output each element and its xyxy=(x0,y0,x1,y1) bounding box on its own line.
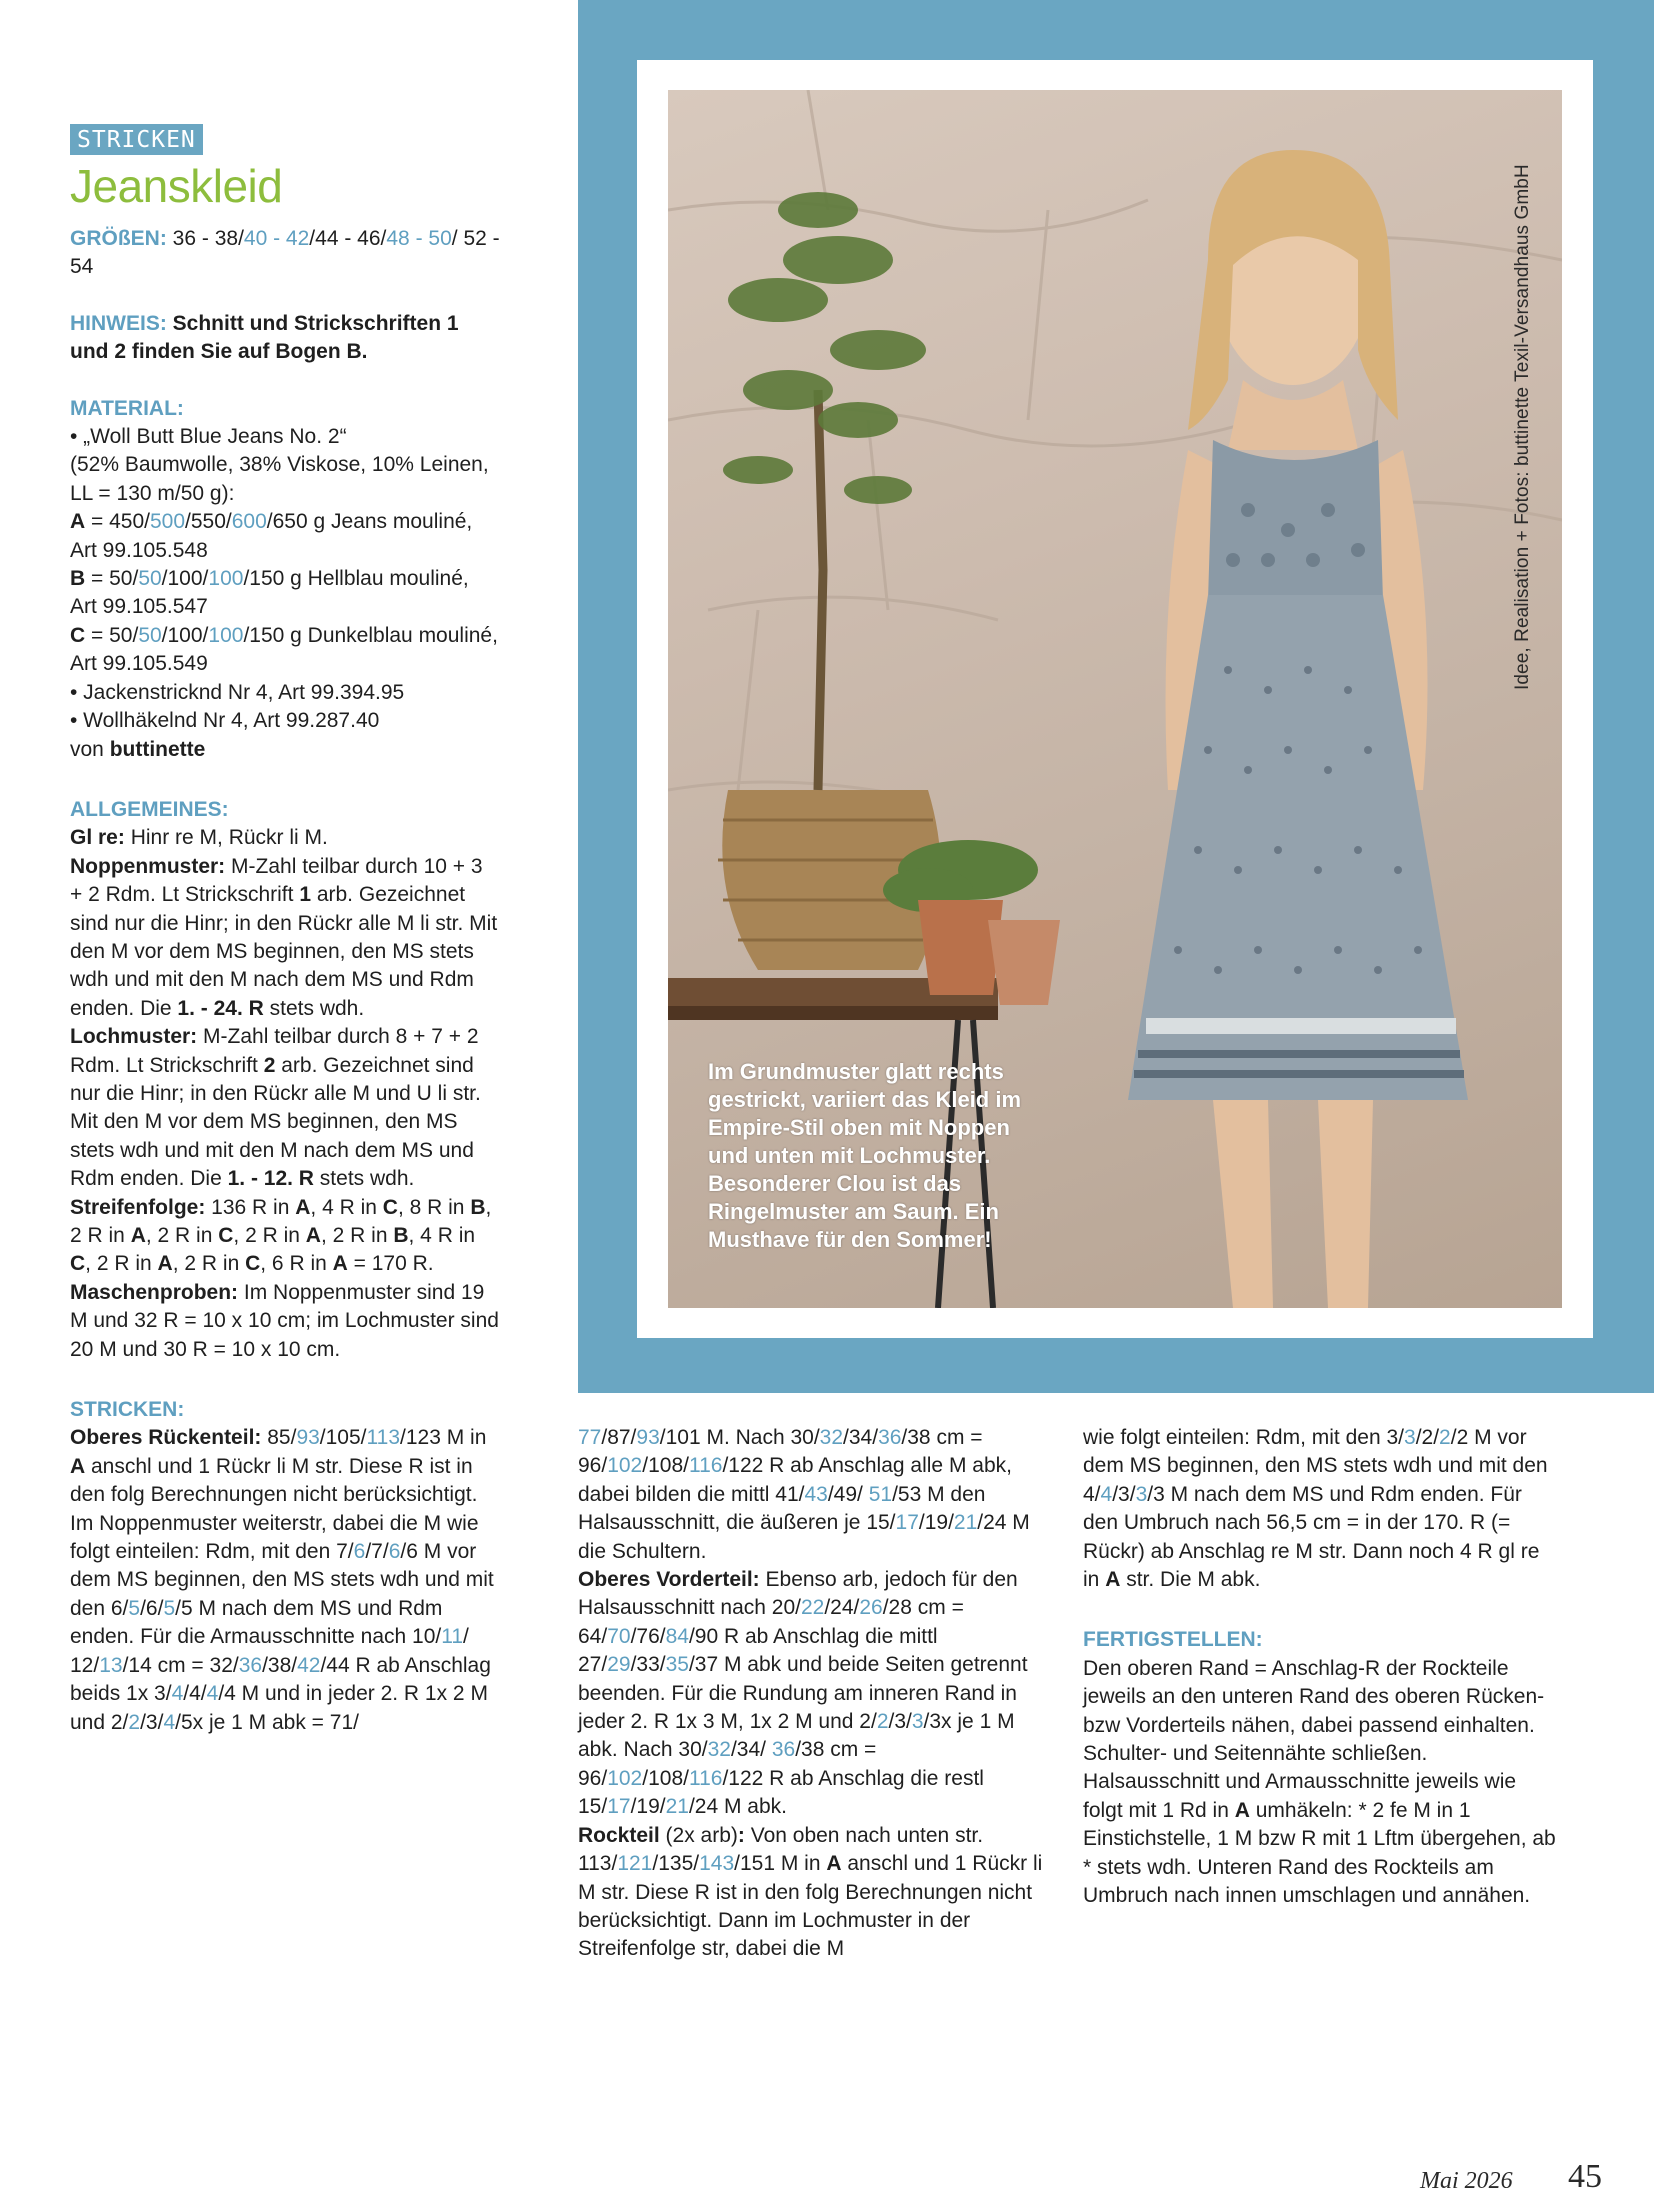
mid-v7: 43 xyxy=(804,1482,828,1506)
stripe-t12: = 170 R. xyxy=(347,1252,434,1276)
stripe-t11: , 6 R in xyxy=(260,1252,333,1276)
skirt-v1: 121 xyxy=(617,1852,653,1876)
noppen-chart-number: 1 xyxy=(299,883,311,907)
material-needles-2: • Wollhäkelnd Nr 4, Art 99.287.40 xyxy=(70,709,380,733)
stripe-c2: C xyxy=(218,1224,234,1247)
mid-skirt xyxy=(578,1822,1046,1964)
mid-t5: /108/ xyxy=(642,1454,689,1478)
front-t8: /3/ xyxy=(888,1710,912,1734)
loch-text2: arb. Gezeichnet sind nur die Hinr; in den Rückr alle M und U li str. Mit den M vor dem MS beginnen, den MS stets wdh und mit den M nach dem MS und Rdm enden. Die xyxy=(70,1053,481,1191)
front-v3: 70 xyxy=(607,1624,631,1648)
mid-t6: /122 R ab Anschlag alle M abk, dabei bilden die mittl 41/ xyxy=(578,1454,1012,1506)
front-t15: /24 M abk. xyxy=(688,1795,788,1819)
photo-credit-text: Idee, Realisation + Fotos: buttinette Texil-Versandhaus GmbH xyxy=(1512,164,1533,690)
back-t7: /6/ xyxy=(140,1596,164,1620)
finish-heading: FERTIGSTELLEN: xyxy=(1083,1628,1263,1652)
mid-t1: /87/ xyxy=(601,1426,637,1449)
stripe-t1: 136 R in xyxy=(205,1195,296,1219)
general-gl xyxy=(70,824,500,852)
mid-t2: /101 M. Nach 30/ xyxy=(659,1426,820,1449)
stripe-t9: , 2 R in xyxy=(85,1252,158,1276)
back-a: A xyxy=(70,1454,86,1478)
general-stripes xyxy=(70,1194,500,1279)
mid-t9: /19/ xyxy=(918,1511,954,1535)
skirt-t4: anschl und 1 Rückr li M str. Diese R ist in den folg Berechnungen nicht berücksichtigt. Dann im Lochmuster in der Streifenfolge str, dabei die M xyxy=(578,1852,1043,1961)
left-column xyxy=(70,124,500,1737)
color-c-v2: 50 xyxy=(138,623,162,647)
size-5: 52 - 54 xyxy=(70,227,500,279)
back-t8: /5 M nach dem MS und Rdm enden. Für die Armausschnitte nach 10/ xyxy=(70,1596,443,1649)
right-a: A xyxy=(1105,1568,1121,1592)
note-text: Schnitt und Strickschriften 1 und 2 finden Sie auf Bogen B. xyxy=(70,311,459,364)
stripe-t5: , 2 R in xyxy=(145,1224,219,1247)
mid-front xyxy=(578,1566,1046,1822)
front-t11: /38 cm = 96/ xyxy=(578,1738,877,1790)
color-c-text3: /150 g Dunkelblau mouliné, Art 99.105.549 xyxy=(70,623,498,676)
front-v13: 17 xyxy=(607,1795,631,1819)
right-t3: /2 M vor dem MS beginnen, den MS stets wdh und mit den 4/ xyxy=(1083,1426,1548,1506)
back-v12: 4 xyxy=(206,1682,219,1706)
back-t10: /14 cm = 32/ xyxy=(122,1653,239,1677)
front-v10: 36 xyxy=(771,1738,796,1762)
mid-t8: /53 M den Halsausschnitt, die äußeren je 15/ xyxy=(578,1482,986,1535)
knit-heading: STRICKEN: xyxy=(70,1398,185,1422)
stripe-a4: A xyxy=(157,1252,173,1276)
front-t7: /37 M abk und beide Seiten getrennt beenden. Für die Rundung am inneren Rand in jeder 2. R 1x 3 M, 1x 2 M und 2/ xyxy=(578,1653,1028,1734)
back-v5: 5 xyxy=(128,1596,141,1620)
loch-chart-number: 2 xyxy=(263,1053,276,1077)
gauge-text: Im Noppenmuster sind 19 M und 32 R = 10 x 10 cm; im Lochmuster sind 20 M und 30 R = 10 x 10 cm. xyxy=(70,1280,499,1361)
front-t13: /122 R ab Anschlag die restl 15/ xyxy=(578,1766,984,1819)
material-brand: buttinette xyxy=(109,737,206,761)
front-v7: 2 xyxy=(876,1710,889,1734)
back-t2: /105/ xyxy=(319,1426,367,1450)
skirt-t1: Von oben nach unten str. 113/ xyxy=(578,1823,984,1876)
noppen-text2: arb. Gezeichnet sind nur die Hinr; in den Rückr alle M li str. Mit den M vor dem MS beginnen, den MS stets wdh und mit den M nach dem MS und Rdm enden. Die xyxy=(70,883,498,1020)
general-lochmuster xyxy=(70,1023,500,1193)
mid-v1: 77 xyxy=(578,1426,602,1449)
color-c-v4: 100 xyxy=(208,623,244,647)
middle-column xyxy=(578,1424,1046,1964)
skirt-paren: (2x arb) xyxy=(659,1823,738,1847)
right-v2: 2 xyxy=(1439,1426,1451,1449)
front-v6: 35 xyxy=(665,1653,689,1677)
back-v2: 113 xyxy=(366,1426,400,1450)
loch-rows: 1. - 12. R xyxy=(227,1167,314,1191)
footer-issue-month: Mai 2026 xyxy=(1420,2168,1513,2194)
size-1: 36 - 38 xyxy=(172,227,239,250)
category-tag: STRICKEN xyxy=(70,124,203,155)
color-a-label: A xyxy=(70,510,86,534)
front-v1: 22 xyxy=(800,1596,825,1620)
back-t15: /3/ xyxy=(140,1710,164,1734)
skirt-t3: /151 M in xyxy=(734,1852,827,1876)
color-a-text1: = 450/ xyxy=(85,510,150,534)
back-v7: 11 xyxy=(441,1625,464,1649)
front-v14: 21 xyxy=(665,1795,689,1819)
note-paragraph xyxy=(70,310,500,367)
color-b-v2: 50 xyxy=(138,567,162,591)
back-v1: 93 xyxy=(296,1426,320,1450)
material-source xyxy=(70,736,500,764)
front-t12: /108/ xyxy=(642,1766,689,1790)
sizes-paragraph: GRÖßEN: 36 - 38/40 - 42/44 - 46/48 - 50/ 52 - 54 xyxy=(70,227,500,279)
gl-label: Gl re: xyxy=(70,826,125,850)
skirt-t2: /135/ xyxy=(652,1852,700,1876)
mid-v2: 93 xyxy=(636,1426,660,1449)
loch-label: Lochmuster: xyxy=(70,1025,198,1049)
noppen-label: Noppenmuster: xyxy=(70,854,226,878)
mid-back-continued xyxy=(578,1424,1046,1566)
stripe-t8: , 4 R in xyxy=(408,1224,476,1247)
front-t9: /3x je 1 M abk. Nach 30/ xyxy=(578,1710,1015,1762)
mid-v5: 102 xyxy=(607,1454,643,1478)
color-a-v4: 600 xyxy=(231,510,267,534)
color-c-text2: /100/ xyxy=(161,623,209,647)
material-composition: (52% Baumwolle, 38% Viskose, 10% Leinen, LL = 130 m/50 g): xyxy=(70,453,489,505)
front-t6: /33/ xyxy=(630,1653,666,1677)
material-color-a xyxy=(70,508,500,565)
color-b-text2: /100/ xyxy=(161,567,209,591)
stripe-a3: A xyxy=(305,1224,321,1247)
material-yarn: • „Woll Butt Blue Jeans No. 2“ xyxy=(70,425,347,449)
page-number: 45 xyxy=(1568,2158,1602,2195)
color-a-text3: /650 g Jeans mouliné, Art 99.105.548 xyxy=(70,510,473,562)
skirt-v2: 143 xyxy=(699,1852,735,1876)
mid-v4: 36 xyxy=(878,1426,902,1449)
stripe-t3: , 8 R in xyxy=(397,1195,471,1219)
color-a-v2: 500 xyxy=(149,510,186,534)
noppen-text3: stets wdh. xyxy=(263,996,365,1020)
noppen-rows: 1. - 24. R xyxy=(177,996,264,1020)
back-t4: anschl und 1 Rückr li M str. Diese R ist in den folg Berechnungen nicht berücksichtigt. Im Noppenmuster weiterstr, dabei die M wie folgt einteilen: Rdm, mit den 7/ xyxy=(70,1454,479,1564)
mid-v9: 17 xyxy=(895,1511,919,1535)
back-v3: 6 xyxy=(353,1540,366,1564)
front-t3: /28 cm = 64/ xyxy=(578,1596,964,1648)
left-body xyxy=(70,225,500,1737)
back-label: Oberes Rückenteil: xyxy=(70,1426,262,1450)
front-t5: /90 R ab Anschlag die mittl 27/ xyxy=(578,1624,938,1677)
skirt-label: Rockteil xyxy=(578,1823,660,1847)
note-label: HINWEIS: xyxy=(70,311,167,335)
front-v2: 26 xyxy=(859,1596,883,1620)
stripe-c3: C xyxy=(70,1252,86,1276)
color-c-text1: = 50/ xyxy=(85,623,139,647)
stripe-t4: , 2 R in xyxy=(70,1195,492,1247)
gauge-label: Maschenproben: xyxy=(70,1280,239,1304)
right-skirt-continued xyxy=(1083,1424,1561,1594)
general-heading: ALLGEMEINES: xyxy=(70,797,229,821)
color-b-text3: /150 g Hellblau mouliné, Art 99.105.547 xyxy=(70,567,469,619)
stripe-c1: C xyxy=(382,1195,398,1219)
stripe-t7: , 2 R in xyxy=(320,1224,394,1247)
stripe-label: Streifenfolge: xyxy=(70,1195,206,1219)
front-t1: Ebenso arb, jedoch für den Halsausschnitt nach 20/ xyxy=(578,1568,1018,1620)
back-v6: 5 xyxy=(163,1596,176,1620)
color-a-text2: /550/ xyxy=(185,510,232,534)
back-t11: /38/ xyxy=(262,1653,298,1677)
front-v5: 29 xyxy=(607,1653,631,1677)
mid-v10: 21 xyxy=(953,1511,978,1535)
right-t1: wie folgt einteilen: Rdm, mit den 3/ xyxy=(1083,1426,1404,1449)
front-v12: 116 xyxy=(688,1766,723,1790)
color-b-text1: = 50/ xyxy=(85,567,139,591)
back-t16: /5x je 1 M abk = 71/ xyxy=(175,1710,359,1734)
loch-text3: stets wdh. xyxy=(313,1167,415,1191)
front-v4: 84 xyxy=(665,1624,689,1648)
back-v9: 36 xyxy=(238,1653,263,1677)
material-from: von xyxy=(70,737,110,761)
mid-t3: /34/ xyxy=(843,1426,879,1449)
stripe-a5: A xyxy=(332,1252,348,1276)
right-t5: /3 M nach dem MS und Rdm enden. Für den Umbruch nach 56,5 cm = in der 170. R (= Rückr) ab Anschlag re M str. Dann noch 4 R gl re in xyxy=(1083,1482,1540,1592)
material-heading: MATERIAL: xyxy=(70,396,184,420)
finish-text xyxy=(1083,1655,1561,1911)
back-v13: 2 xyxy=(128,1710,141,1734)
back-t12: /44 R ab Anschlag beids 1x 3/ xyxy=(70,1653,491,1706)
finish-a: A xyxy=(1234,1798,1250,1822)
color-c-label: C xyxy=(70,623,86,647)
right-t4: /3/ xyxy=(1112,1482,1136,1506)
front-v11: 102 xyxy=(607,1766,643,1790)
mid-t10: /24 M die Schultern. xyxy=(578,1511,1030,1563)
skirt-a: A xyxy=(826,1852,842,1876)
back-t14: /4 M und in jeder 2. R 1x 2 M und 2/ xyxy=(70,1682,488,1734)
right-t2: /2/ xyxy=(1415,1426,1440,1449)
front-t2: /24/ xyxy=(824,1596,860,1620)
size-2: 40 - 42 xyxy=(243,227,310,250)
stripe-t10: , 2 R in xyxy=(172,1252,246,1276)
right-t6: str. Die M abk. xyxy=(1120,1568,1261,1592)
material-color-b xyxy=(70,565,500,622)
stripe-t6: , 2 R in xyxy=(233,1224,306,1247)
back-v11: 4 xyxy=(171,1682,184,1706)
sizes-label: GRÖßEN: xyxy=(70,227,167,250)
mid-v3: 32 xyxy=(819,1426,844,1449)
right-v4: 3 xyxy=(1135,1482,1148,1506)
front-t14: /19/ xyxy=(630,1795,666,1819)
noppen-text1: M-Zahl teilbar durch 10 + 3 + 2 Rdm. Lt Strickschrift xyxy=(70,854,483,907)
stripe-a1: A xyxy=(295,1195,311,1219)
stripe-b2: B xyxy=(393,1224,409,1247)
finish-t1: Den oberen Rand = Anschlag-R der Rockteile jeweils an den unteren Rand des oberen Rücken- bzw Vorderteils nähen, dabei passend einhalten. Schulter- und Seitennähte schließen. Halsausschnitt und Armausschnitte jeweils wie folgt mit 1 Rd in xyxy=(1083,1656,1545,1822)
skirt-colon: : xyxy=(737,1823,745,1847)
front-v8: 3 xyxy=(911,1710,924,1734)
back-t9: / 12/ xyxy=(70,1625,469,1677)
material-needles-1: • Jackenstricknd Nr 4, Art 99.394.95 xyxy=(70,680,405,704)
stripe-t2: , 4 R in xyxy=(310,1195,383,1219)
back-t1: 85/ xyxy=(261,1426,297,1450)
back-v10: 42 xyxy=(297,1653,321,1677)
material-color-c xyxy=(70,622,500,679)
back-v14: 4 xyxy=(163,1710,176,1734)
front-v9: 32 xyxy=(707,1738,731,1762)
general-gauge xyxy=(70,1279,500,1364)
back-v4: 6 xyxy=(388,1540,401,1564)
color-b-v4: 100 xyxy=(208,567,244,591)
mid-t4: /38 cm = 96/ xyxy=(578,1426,983,1478)
size-4: 48 - 50 xyxy=(386,227,452,250)
page-title: Jeanskleid xyxy=(70,160,283,212)
mid-t7: /49/ xyxy=(827,1482,869,1506)
back-t13: /4/ xyxy=(183,1682,207,1706)
photo-caption: Im Grundmuster glatt rechts gestrickt, variiert das Kleid im Empire-Stil oben mit Noppen und unten mit Lochmuster. Besonderer Clou ist das Ringelmuster am Saum. Ein Musthave für den Sommer! xyxy=(708,1059,1022,1252)
color-b-label: B xyxy=(70,567,86,591)
back-v8: 13 xyxy=(99,1653,123,1677)
front-t4: /76/ xyxy=(630,1624,666,1648)
stripe-b1: B xyxy=(470,1195,486,1219)
front-t10: /34/ xyxy=(730,1738,772,1762)
back-t5: /7/ xyxy=(365,1540,389,1564)
photo-credit xyxy=(1512,164,1533,710)
gl-text: Hinr re M, Rückr li M. xyxy=(124,826,328,850)
right-v3: 4 xyxy=(1100,1482,1113,1506)
stripe-c4: C xyxy=(245,1252,261,1276)
general-noppen xyxy=(70,853,500,1023)
right-column xyxy=(1083,1424,1561,1911)
right-v1: 3 xyxy=(1404,1426,1416,1449)
loch-text1: M-Zahl teilbar durch 8 + 7 + 2 Rdm. Lt Strickschrift xyxy=(70,1025,479,1077)
mid-v6: 116 xyxy=(688,1454,723,1478)
back-t6: /6 M vor dem MS beginnen, den MS stets wdh und mit den 6/ xyxy=(70,1540,494,1620)
mid-v8: 51 xyxy=(868,1482,893,1506)
back-t3: /123 M in xyxy=(400,1426,487,1450)
front-label: Oberes Vorderteil: xyxy=(578,1568,760,1592)
finish-t2: umhäkeln: * 2 fe M in 1 Einstichstelle, 1 M bzw R mit 1 Lftm übergehen, ab * stets wdh. Unteren Rand des Rockteils am Umbruch nach innen umschlagen und annähen. xyxy=(1083,1798,1556,1908)
stripe-a2: A xyxy=(130,1224,146,1247)
size-3: 44 - 46 xyxy=(315,227,381,250)
knit-back xyxy=(70,1424,500,1736)
